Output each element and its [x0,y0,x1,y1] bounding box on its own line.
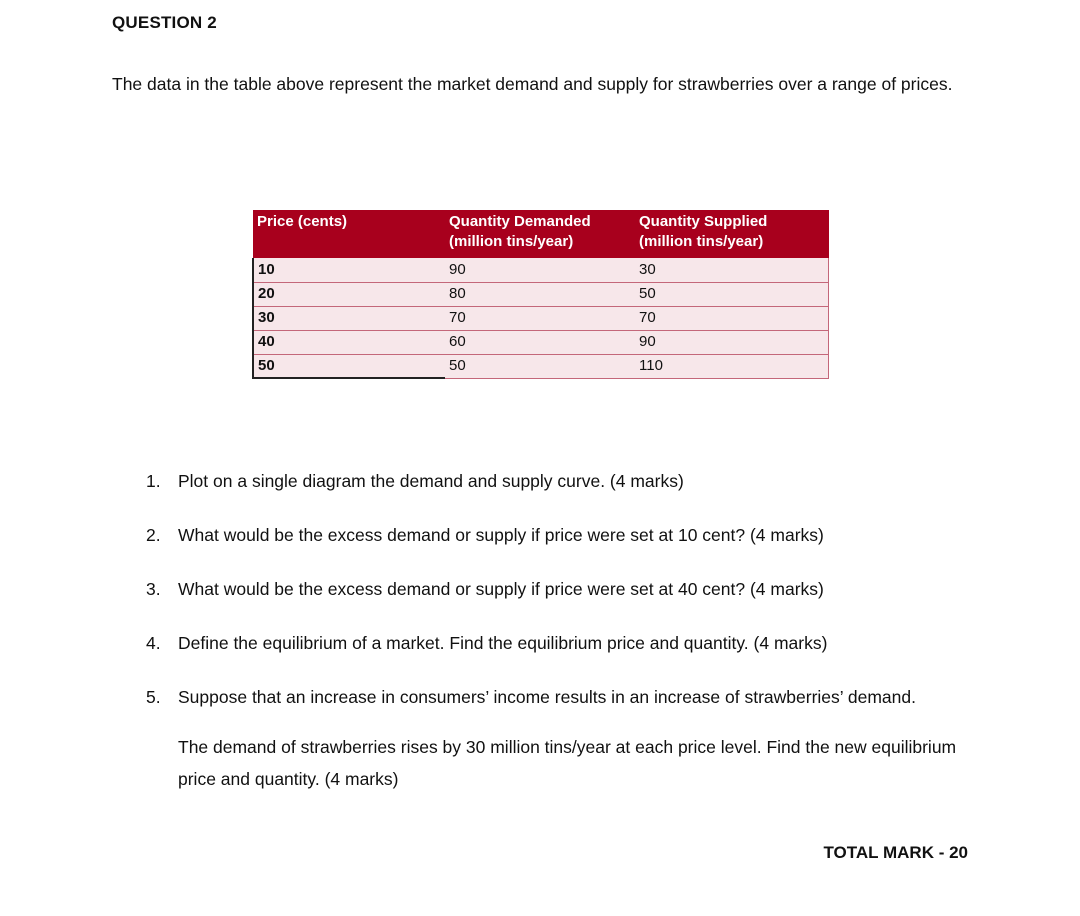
question-item [146,631,976,655]
demand-supply-table [252,210,829,379]
price-cell: 30 [253,306,445,330]
question-number: 1. [146,471,161,491]
supply-cell: 50 [635,282,829,306]
question-number: 5. [146,687,161,707]
header-quantity-demanded: Quantity Demanded (million tins/year) [445,210,635,258]
demand-cell: 70 [445,306,635,330]
intro-paragraph: The data in the table above represent the market demand and supply for strawberries over a range of prices. [112,74,953,94]
price-cell: 10 [253,258,445,282]
question-text: What would be the excess demand or supply if price were set at 10 cent? (4 marks) [178,525,824,545]
question-number: 4. [146,633,161,653]
question-text: Plot on a single diagram the demand and supply curve. (4 marks) [178,471,684,491]
header-quantity-supplied: Quantity Supplied (million tins/year) [635,210,829,258]
price-cell: 40 [253,330,445,354]
supply-cell: 90 [635,330,829,354]
table-row [253,354,829,378]
question-item [146,685,976,795]
price-cell: 50 [253,354,445,378]
question-number: 2. [146,525,161,545]
table-row [253,282,829,306]
table-row [253,306,829,330]
question-list [146,469,976,795]
question-text: What would be the excess demand or supply if price were set at 40 cent? (4 marks) [178,579,824,599]
header-price: Price (cents) [253,210,445,258]
demand-cell: 90 [445,258,635,282]
question-item [146,469,976,493]
question-item [146,577,976,601]
question-item [146,523,976,547]
question-text: Suppose that an increase in consumers’ income results in an increase of strawberries’ demand. [178,687,916,707]
total-mark: TOTAL MARK - 20 [823,843,968,862]
question-heading: QUESTION 2 [112,13,217,32]
demand-cell: 80 [445,282,635,306]
demand-cell: 50 [445,354,635,378]
demand-cell: 60 [445,330,635,354]
table-row [253,330,829,354]
supply-cell: 70 [635,306,829,330]
question-followup-text: The demand of strawberries rises by 30 million tins/year at each price level. Find the new equilibrium price and quantity. (4 marks) [178,737,957,789]
question-text: Define the equilibrium of a market. Find the equilibrium price and quantity. (4 marks) [178,633,828,653]
supply-cell: 110 [635,354,829,378]
question-number: 3. [146,579,161,599]
table-header-row [253,210,829,258]
supply-cell: 30 [635,258,829,282]
table-row [253,258,829,282]
price-cell: 20 [253,282,445,306]
